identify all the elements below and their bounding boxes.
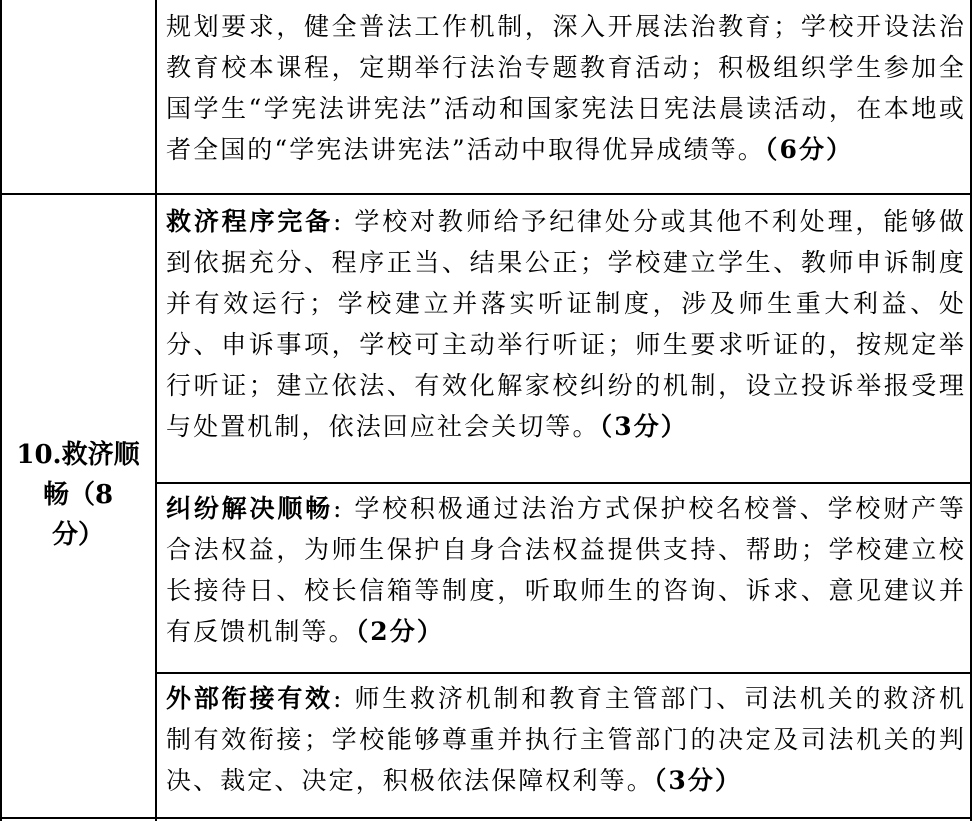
row-divider-top bbox=[0, 193, 972, 195]
score-label: （3分） bbox=[599, 412, 688, 441]
score-label: （3分） bbox=[653, 766, 743, 795]
subrow-divider-1 bbox=[155, 482, 972, 484]
continued-criterion-text: 规划要求，健全普法工作机制，深入开展法治教育；学校开设法治教育校本课程，定期举行法治专题教育活动；积极组织学生参加全国学生“学宪法讲宪法”活动和国家宪法日宪法晨读活动，在本地或者全国的“学宪法讲宪法”活动中取得优异成绩等。（6分） bbox=[166, 12, 966, 164]
criterion-item-1-text: 救济程序完备: 学校对教师给予纪律处分或其他不利处理，能够做到依据充分、程序正当、结果公正；学校建立学生、教师申诉制度并有效运行；学校建立并落实听证制度，涉及师生重大利益、处分、申诉事项，学校可主动举行听证；师生要求听证的，按规定举行听证；建立依法、有效化解家校纠纷的机制，设立投诉举报受理与处置机制，依法回应社会关切等。（3分） bbox=[166, 207, 967, 441]
criterion-label-line-1: 10.救济顺 bbox=[16, 440, 140, 470]
criterion-label-line-2: 畅（8 bbox=[42, 480, 114, 510]
criterion-label-cell bbox=[8, 435, 148, 555]
continued-criterion-cell bbox=[166, 6, 966, 191]
criterion-item-1-heading: 救济程序完备 bbox=[166, 207, 334, 236]
criterion-item-3-text: 外部衔接有效: 师生救济机制和教育主管部门、司法机关的救济机制有效衔接；学校能够尊重并执行主管部门的决定及司法机关的判决、裁定、决定，积极依法保障权利等。（3分） bbox=[166, 684, 967, 795]
criterion-label-line-3: 分） bbox=[51, 520, 104, 550]
table-border-right bbox=[970, 0, 972, 821]
criterion-item-3-heading: 外部衔接有效 bbox=[166, 684, 334, 713]
criterion-item-1 bbox=[166, 201, 966, 481]
table-border-left bbox=[0, 0, 2, 821]
subrow-divider-2 bbox=[155, 672, 972, 674]
criterion-item-2-heading: 纠纷解决顺畅 bbox=[166, 494, 334, 523]
criterion-item-3 bbox=[166, 678, 966, 816]
score-label: （2分） bbox=[355, 617, 444, 646]
criterion-item-2 bbox=[166, 488, 966, 670]
table-column-divider bbox=[155, 0, 157, 821]
criterion-item-2-text: 纠纷解决顺畅: 学校积极通过法治方式保护校名校誉、学校财产等合法权益，为师生保护自身合法权益提供支持、帮助；学校建立校长接待日、校长信箱等制度，听取师生的咨询、诉求、意见建议并有反馈机制等。（2分） bbox=[166, 494, 967, 646]
score-label: （6分） bbox=[764, 135, 854, 164]
table-border-bottom bbox=[0, 817, 972, 819]
